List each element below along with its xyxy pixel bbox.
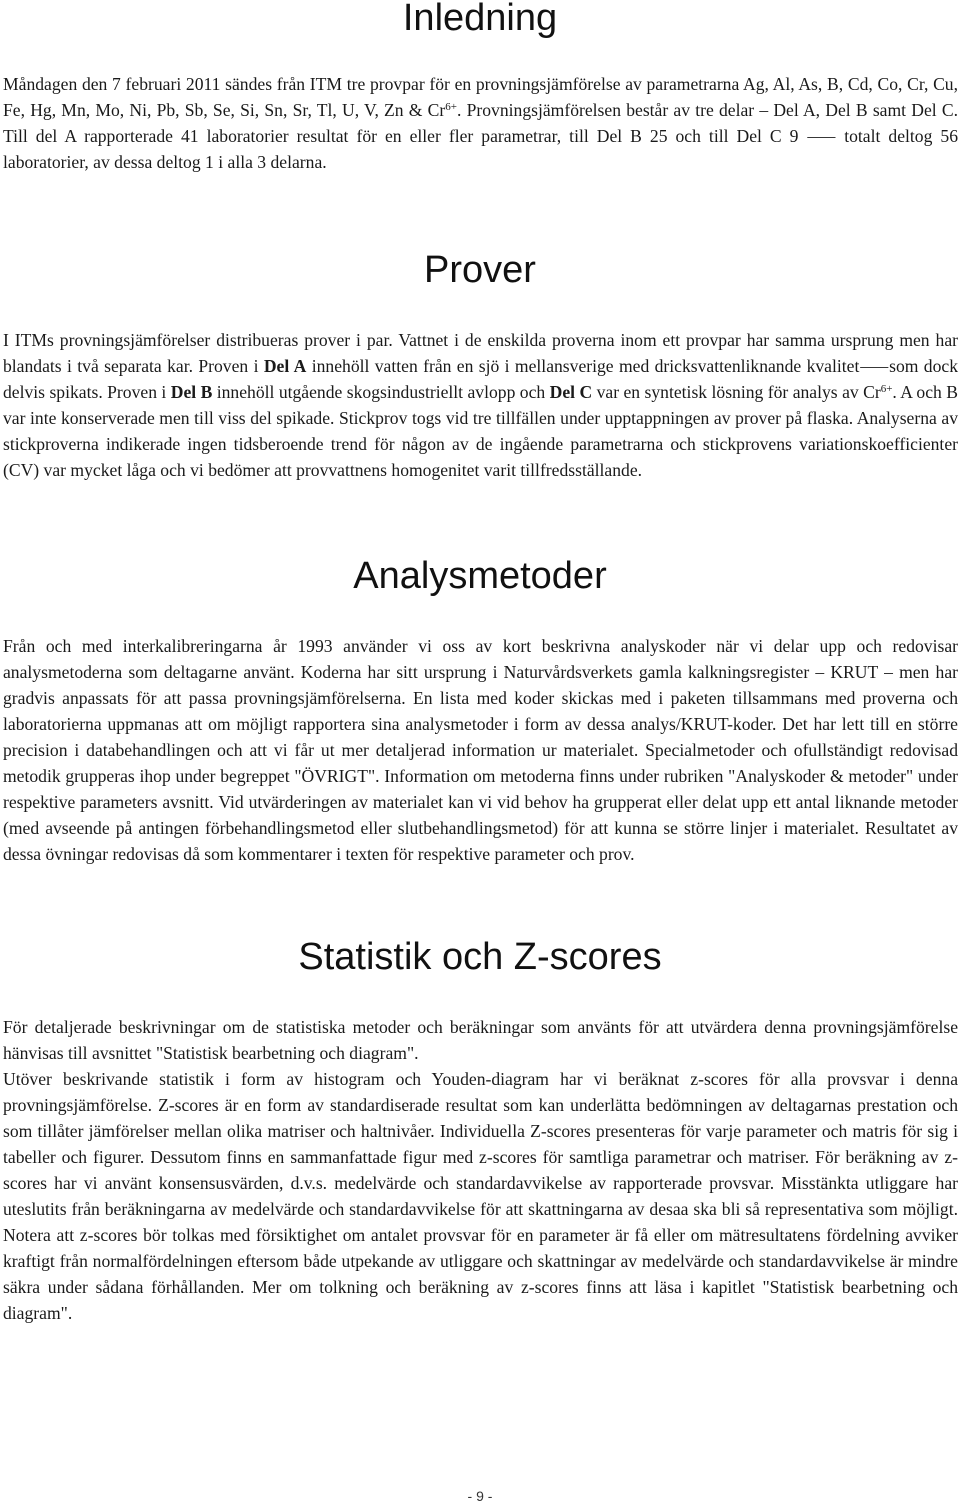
prover-text — [3, 330, 958, 480]
prover-bold-del-b: Del B — [170, 382, 213, 402]
prover-bold-del-a: Del A — [263, 356, 307, 376]
prover-bold-del-c: Del C — [549, 382, 593, 402]
paragraph-statistik: För detaljerade beskrivningar om de statistiska metoder och beräkningar som använts för att utvärdera denna provningsjämförelse hänvisas till avsnittet "Statistisk bearbetning och diagram". Utöver beskrivande statistik i form av histogram och Youden-diagram har vi beräknat z-scores för alla provsvar i denna provningsjämförelse. Z-scores är en form av standardiserade resultat som kan underlätta bedömningen av deltagarnas prestation och som tillåter jämförelser mellan olika matriser och haltnivåer. Individuella Z-scores presenteras för varje parameter och matris för sig i tabeller och figurer. Dessutom finns en sammanfattade figur med z-scores för samtliga parametrar och matriser. För beräkning av z-scores har vi använt konsensusvärden, d.v.s. medelvärde och standardavvikelse av rapporterade provsvar. Misstänkta utliggare har uteslutits från beräkningarna av medelvärde och standardavvikelse för att skattningarna av desaa ska bli så representativa som möjligt. Notera att z-scores bör tolkas med försiktighet om antalet provsvar för en parameter är få eller om mätresultatens fördelning avviker kraftigt från normalfördelningen eftersom både utpekande av utliggare och skattningar av medelvärde och standardavvikelse är mindre säkra under sådana förhållanden. Mer om tolkning och beräkning av z-scores finns att läsa i kapitlet "Statistisk bearbetning och diagram". — [3, 1017, 958, 1323]
prover-text-1: I ITMs provningsjämförelser distribueras prover i par. Vattnet i de enskilda proverna inom ett provpar har samma ursprung men har blandats i två separata kar. Proven i — [3, 330, 958, 376]
prover-text-4: var en syntetisk lösning för analys av Cr — [592, 382, 881, 402]
section-heading-inledning: Inledning — [402, 0, 558, 39]
paragraph-prover — [3, 327, 958, 483]
intro-superscript: 6+ — [445, 101, 457, 113]
intro-text-1: Måndagen den 7 februari 2011 sändes från ITM tre provpar för en provningsjämförelse av parametrarna Ag, Al, As, B, Cd, Co, Cr, Cu, Fe, Hg, Mn, Mo, Ni, Pb, Sb, Se, Si, Sn, Sr, Tl, U, V, Zn & Cr — [3, 74, 958, 120]
paragraph-analysmetoder: Från och med interkalibreringarna år 1993 använder vi oss av kort beskrivna analyskoder när vi delar upp och redovisar analysmetoderna som deltagarne använt. Koderna har sitt ursprung i Naturvårdsverkets gamla kalkningsregister – KRUT – men har gradvis anpassats för att passa provningsjämförelserna. En lista med koder skickas med i paketen tillsammans med proverna och laboratorierna uppmanas att om möjligt rapportera sina analysmetoder i form av dessa analys/KRUT-koder. Det har lett till en större precision i databehandlingen och att vi får ut mer detaljerad information ur materialet. Specialmetoder och ofullständigt redovisad metodik grupperas ihop under begreppet "ÖVRIGT". Information om metoderna finns under rubriken "Analyskoder & metoder" under respektive parameters avsnitt. Vid utvärderingen av materialet kan vi vid behov ha grupperat eller delat upp ett antal liknande metoder (med avseende på antingen förbehandlingsmetod eller slutbehandlingsmetod) för att kunna se större linjer i materialet. Resultatet av dessa övningar redovisas då som kommentarer i texten för respektive parameter och prov. — [3, 636, 958, 864]
section-heading-analysmetoder: Analysmetoder — [353, 555, 607, 597]
paragraph-intro — [3, 71, 958, 175]
intro-text-2: . Provningsjämförelsen består av tre delar – Del A, Del B samt Del C. Till del A rapporterade 41 laboratorier resultat för en eller fler parametrar, till Del B 25 och till Del C 9 ⸺ totalt deltog 56 laboratorier, av dessa deltog 1 i alla 3 delarna. — [3, 100, 958, 172]
page-number: - 9 - — [467, 1488, 493, 1504]
section-heading-prover: Prover — [424, 249, 536, 291]
prover-text-3: innehöll utgående skogsindustriellt avlopp och — [212, 382, 550, 402]
prover-text-2: innehöll vatten från en sjö i mellansverige med dricksvattenliknande kvalitet⸺som dock delvis spikats. Proven i — [3, 356, 958, 402]
prover-superscript: 6+ — [880, 383, 893, 395]
intro-text — [3, 74, 958, 172]
section-heading-statistik: Statistik och Z-scores — [298, 936, 662, 978]
prover-text-5: . A och B var inte konserverade men till viss del spikade. Stickprov togs vid tre tillfällen under upptappningen av prover på flaska. Analyserna av stickproverna indikerade ingen tidsberoende trend för någon av de ingående parametrarna och stickprovens variationskoefficienter (CV) var mycket låga och vi bedömer att provvattnens homogenitet varit tillfredsställande. — [3, 382, 958, 480]
